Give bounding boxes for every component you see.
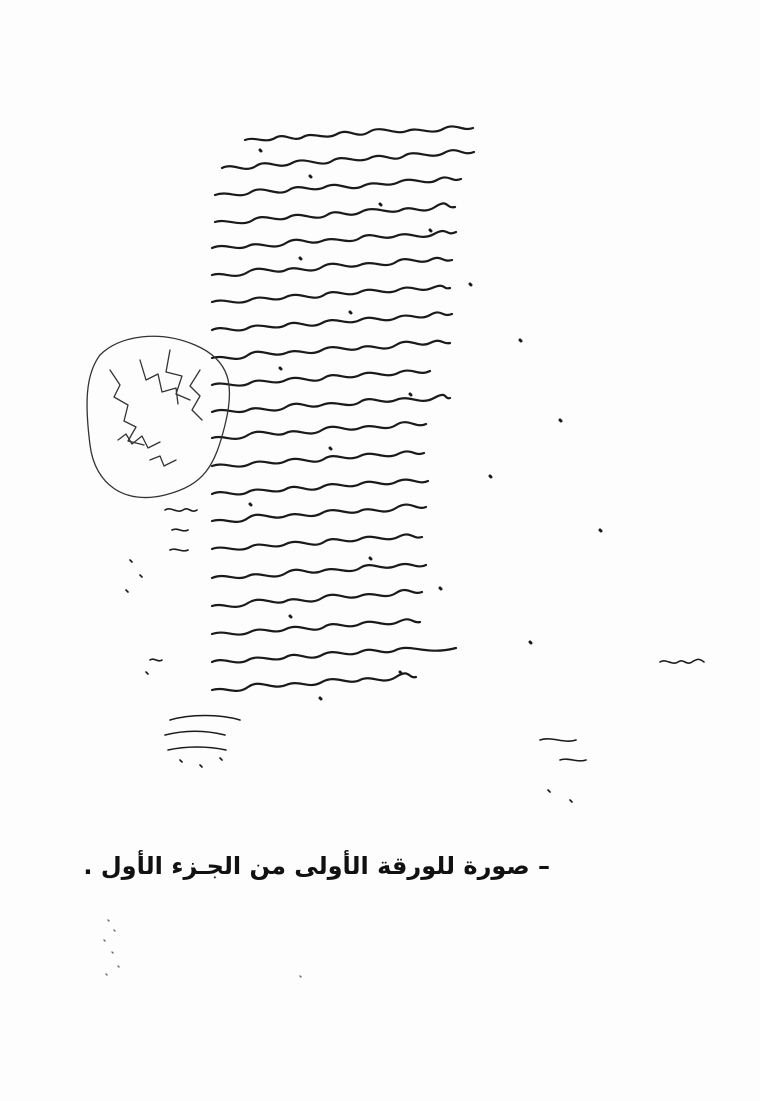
right-margin-notes: [540, 659, 704, 802]
bottom-specks: [0, 900, 760, 1100]
manuscript-text-lines: [212, 126, 474, 690]
seal-stamp: [87, 336, 230, 497]
page-caption: – صورة للورقة الأولى من الجـزء الأول .: [83, 852, 550, 880]
